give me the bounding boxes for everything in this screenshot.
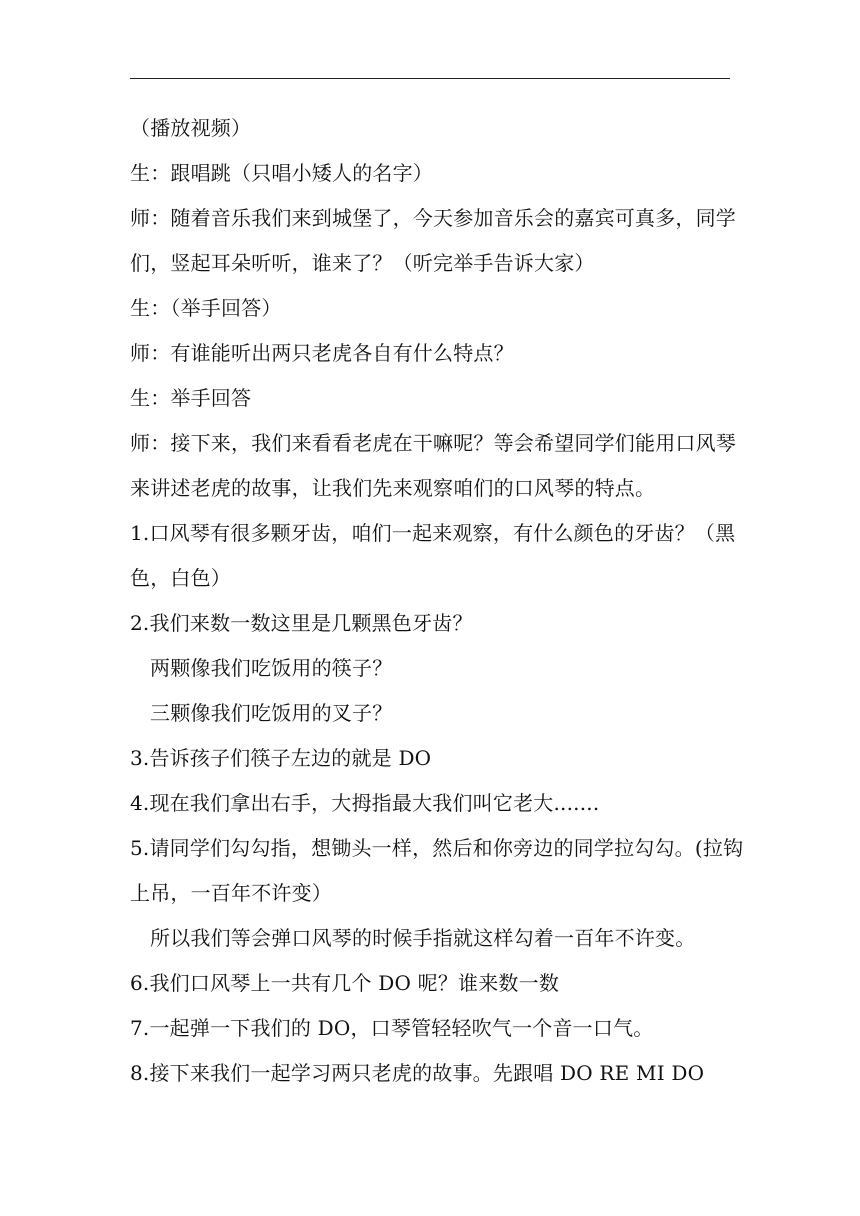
- text-line-item-7: 7.一起弹一下我们的 DO，口琴管轻轻吹气一个音一口气。: [130, 1016, 654, 1040]
- text-line-item-2: 2.我们来数一数这里是几颗黑色牙齿？: [130, 611, 473, 635]
- text-line-student-answer: 生：（举手回答）: [130, 296, 282, 320]
- text-line-teacher-castle-1: 师：随着音乐我们来到城堡了，今天参加音乐会的嘉宾可真多，同学: [130, 206, 736, 230]
- header-rule: [130, 78, 730, 79]
- text-line-item-5-note: 所以我们等会弹口风琴的时候手指就这样勾着一百年不许变。: [150, 926, 696, 950]
- text-line-teacher-castle-2: 们，竖起耳朵听听，谁来了？（听完举手告诉大家）: [130, 251, 595, 275]
- text-line-item-2-chopsticks: 两颗像我们吃饭用的筷子？: [150, 656, 393, 680]
- text-line-item-2-fork: 三颗像我们吃饭用的叉子？: [150, 701, 393, 725]
- text-line-teacher-harmonica-1: 师：接下来，我们来看看老虎在干嘛呢？等会希望同学们能用口风琴: [130, 431, 736, 455]
- text-line-item-5a: 5.请同学们勾勾指，想锄头一样，然后和你旁边的同学拉勾勾。(拉钩: [130, 836, 744, 860]
- text-line-item-3: 3.告诉孩子们筷子左边的就是 DO: [130, 746, 432, 770]
- text-line-student-sing: 生：跟唱跳（只唱小矮人的名字）: [130, 161, 433, 185]
- text-line-item-5b: 上吊，一百年不许变）: [130, 881, 332, 905]
- text-line-teacher-harmonica-2: 来讲述老虎的故事，让我们先来观察咱们的口风琴的特点。: [130, 476, 656, 500]
- text-line-teacher-tigers: 师：有谁能听出两只老虎各自有什么特点？: [130, 341, 514, 365]
- text-line-video: （播放视频）: [130, 116, 252, 140]
- text-line-item-4: 4.现在我们拿出右手，大拇指最大我们叫它老大.......: [130, 791, 600, 815]
- text-line-item-6: 6.我们口风琴上一共有几个 DO 呢？谁来数一数: [130, 971, 560, 995]
- text-line-item-1b: 色，白色）: [130, 566, 231, 590]
- text-line-student-raise-hand: 生：举手回答: [130, 386, 252, 410]
- text-line-item-8: 8.接下来我们一起学习两只老虎的故事。先跟唱 DO RE MI DO: [130, 1061, 705, 1085]
- text-line-item-1a: 1.口风琴有很多颗牙齿，咱们一起来观察，有什么颜色的牙齿？（黑: [130, 521, 736, 545]
